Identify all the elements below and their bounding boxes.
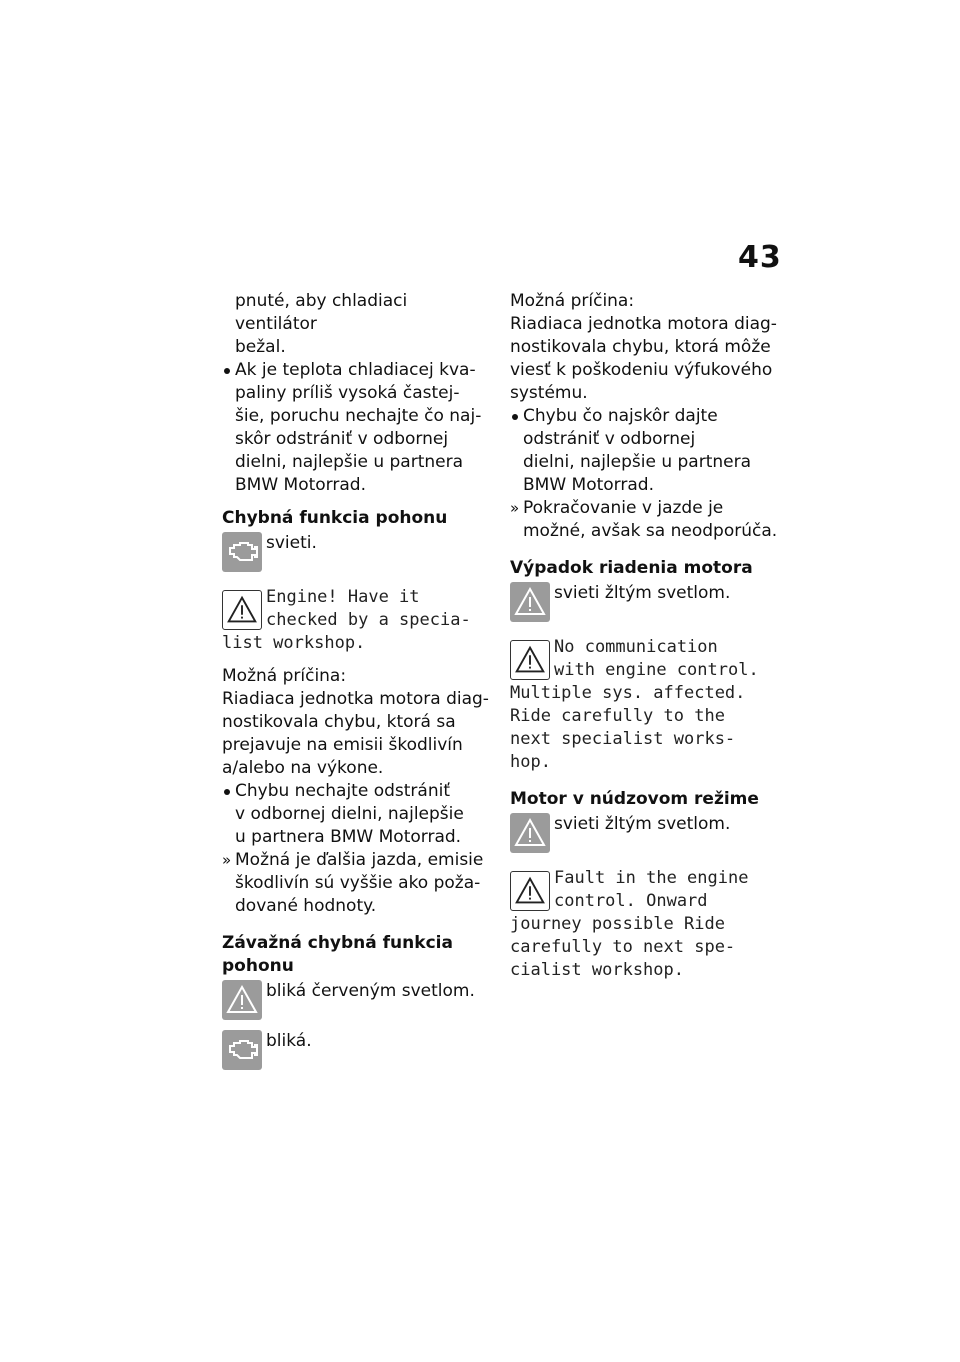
indicator-row-engine-flash xyxy=(222,1030,492,1070)
cause-text: Riadiaca jednotka motora diag- nostikovala chybu, ktorá sa prejavuje na emisii škodlivín a/alebo na výkone. xyxy=(222,689,489,778)
intro-text: pnuté, aby chladiaci ventilátor bežal. xyxy=(235,291,408,357)
indicator-row-warning-yellow-2 xyxy=(510,813,785,853)
warning-triangle-icon xyxy=(222,980,262,1020)
engine-light-status: svieti. xyxy=(266,533,317,553)
heading-engine-control-failure: Výpadok riadenia motora xyxy=(510,558,753,578)
warning-light-status: bliká červeným svetlom. xyxy=(266,981,475,1001)
display-message-engine-fault: Fault in the engine control. Onward journey possible Ride carefully to next spe- cialist workshop. xyxy=(510,868,749,980)
arrow-continue-ride: » Pokračovanie v jazde je možné, avšak sa neodporúča. xyxy=(510,498,778,541)
arrow-icon: » xyxy=(510,499,520,517)
arrow-further-ride: » Možná je ďalšia jazda, emisie škodlivín sú vyššie ako poža- dované hodnoty. xyxy=(222,850,484,916)
left-column xyxy=(222,290,492,1070)
warning-triangle-icon xyxy=(510,582,550,622)
bullet-repair: Chybu nechajte odstrániť v odbornej dielni, najlepšie u partnera BMW Motorrad. xyxy=(222,780,492,849)
heading-emergency-mode: Motor v núdzovom režime xyxy=(510,789,759,809)
engine-check-icon xyxy=(222,532,262,572)
heading-drive-malfunction: Chybná funkcia pohonu xyxy=(222,508,448,528)
page-number: 43 xyxy=(738,240,782,275)
display-message-engine: Engine! Have it checked by a specia- list workshop. xyxy=(222,587,471,653)
engine-check-icon xyxy=(222,1030,262,1070)
bullet-repair-asap: Chybu čo najskôr dajte odstrániť v odbornej dielni, najlepšie u partnera BMW Motorrad. xyxy=(510,405,785,497)
right-column xyxy=(510,290,785,982)
cause-text: Riadiaca jednotka motora diag- nostikovala chybu, ktorá môže viesť k poškodeniu výfukového systému. xyxy=(510,314,777,403)
warning-triangle-icon xyxy=(510,813,550,853)
cause-label: Možná príčina: xyxy=(510,291,635,311)
arrow-icon: » xyxy=(222,851,232,869)
warning-light-status: svieti žltým svetlom. xyxy=(554,583,731,603)
bullet-coolant-temp: Ak je teplota chladiacej kva- paliny príliš vysoká častej- šie, poruchu nechajte čo naj- skôr odstrániť v odbornej dielni, najlepšie u partnera BMW Motorrad. xyxy=(222,359,492,497)
cause-label: Možná príčina: xyxy=(222,666,347,686)
warning-triangle-outline-icon xyxy=(222,590,262,630)
indicator-row-warning-red xyxy=(222,980,492,1020)
warning-light-status: svieti žltým svetlom. xyxy=(554,814,731,834)
display-message-no-communication: No communication with engine control. Multiple sys. affected. Ride carefully to the next specialist works- hop. xyxy=(510,637,759,772)
warning-triangle-outline-icon xyxy=(510,640,550,680)
indicator-row-engine xyxy=(222,532,492,572)
heading-severe-malfunction: Závažná chybná funkcia pohonu xyxy=(222,933,453,976)
warning-triangle-outline-icon xyxy=(510,871,550,911)
engine-light-flash-status: bliká. xyxy=(266,1031,312,1051)
indicator-row-warning-yellow xyxy=(510,582,785,622)
